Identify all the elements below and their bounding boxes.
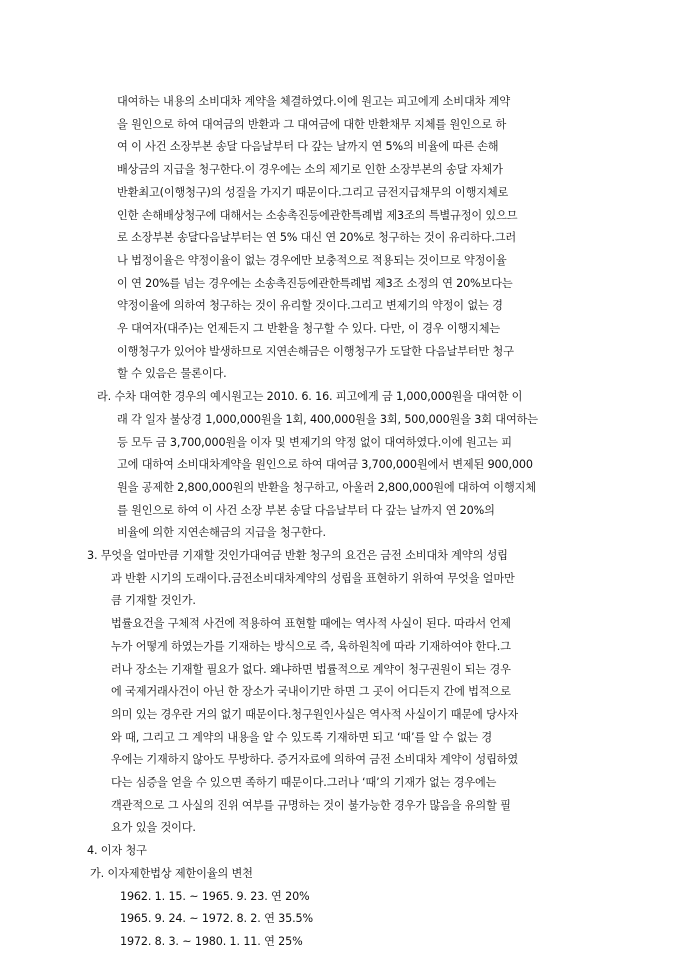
section-ga-heading: 가. 이자제한법상 제한이율의 변천: [90, 866, 253, 880]
rate-period-line: 1962. 1. 15. ~ 1965. 9. 23. 연 20%: [120, 889, 310, 903]
paragraph-line: 와 때, 그리고 그 계약의 내용을 알 수 있도록 기재하면 되고 ‘때’를 알 수 없는 경: [111, 730, 493, 744]
paragraph-line: 비율에 의한 지연손해금의 지급을 청구한다.: [117, 526, 326, 540]
paragraph-line: 우 대여자(대주)는 언제든지 그 반환을 청구할 수 있다. 다만, 이 경우 이행지체는: [117, 322, 501, 335]
section-4-heading: 4. 이자 청구: [87, 844, 147, 858]
paragraph-line: 를 원인으로 하여 이 사건 소장 부본 송달 다음날부터 다 갚는 날까지 연 20%의: [117, 503, 495, 517]
paragraph-line: 큼 기재할 것인가.: [111, 594, 196, 608]
paragraph-line: 과 반환 시기의 도래이다.금전소비대차계약의 성립을 표현하기 위하여 무엇을 얼마만: [111, 571, 515, 585]
paragraph-line: 법률요건을 구체적 사건에 적용하여 표현할 때에는 역사적 사실이 된다. 따라서 언제: [111, 617, 511, 631]
paragraph-line: 할 수 있음은 물론이다.: [117, 367, 227, 381]
paragraph-line: 의미 있는 경우란 거의 없기 때문이다.청구원인사실은 역사적 사실이기 때문에 당사자: [111, 707, 519, 721]
paragraph-line: 원을 공제한 2,800,000원의 반환을 청구하고, 아울러 2,800,000원에 대하여 이행지체: [117, 480, 536, 494]
paragraph-line: 이행청구가 있어야 발생하므로 지연손해금은 이행청구가 도달한 다음날부터만 청구: [117, 344, 514, 358]
section-3-heading: 3. 무엇을 얼마만큼 기재할 것인가대여금 반환 청구의 요건은 금전 소비대차 계약의 성립: [87, 549, 508, 562]
paragraph-line: 에 국제거래사건이 아닌 한 장소가 국내이기만 하면 그 곳이 어디든지 간에 법적으로: [111, 685, 511, 699]
paragraph-line: 약정이율에 의하여 청구하는 것이 유리할 것이다.그리고 변제기의 약정이 없는 경: [117, 299, 503, 313]
paragraph-line: 배상금의 지급을 청구한다.이 경우에는 소의 제기로 인한 소장부본의 송달 자체가: [117, 163, 503, 177]
paragraph-line: 을 원인으로 하여 대여금의 반환과 그 대여금에 대한 반환채무 지체를 원인으로 하: [117, 117, 507, 131]
paragraph-line: 이 연 20%를 넘는 경우에는 소송촉진등에관한특례법 제3조 소정의 연 20%보다는: [117, 276, 513, 290]
paragraph-line: 우에는 기재하지 않아도 무방하다. 증거자료에 의하여 금전 소비대차 계약이 성립하였: [111, 753, 519, 767]
section-ra-heading: 라. 수차 대여한 경우의 예시원고는 2010. 6. 16. 피고에게 금 1,000,000원을 대여한 이: [97, 390, 523, 404]
paragraph-line: 누가 어떻게 하였는가를 기재하는 방식으로 즉, 육하원칙에 따라 기재하여야 한다.그: [111, 639, 511, 653]
paragraph-line: 여 이 사건 소장부본 송달 다음날부터 다 갚는 날까지 연 5%의 비율에 따른 손해: [117, 140, 499, 154]
paragraph-line: 나 법정이율은 약정이율이 없는 경우에만 보충적으로 적용되는 것이므로 약정이율: [117, 253, 507, 267]
rate-period-line: 1965. 9. 24. ~ 1972. 8. 2. 연 35.5%: [120, 912, 313, 926]
paragraph-line: 러나 장소는 기재할 필요가 없다. 왜냐하면 법률적으로 계약이 청구권원이 되는 경우: [111, 662, 511, 676]
paragraph-line: 고에 대하여 소비대차계약을 원인으로 하여 대여금 3,700,000원에서 변제된 900,000: [117, 458, 533, 472]
paragraph-line: 객관적으로 그 사실의 진위 여부를 규명하는 것이 불가능한 경우가 많음을 유의할 필: [111, 798, 511, 812]
paragraph-line: 요가 있을 것이다.: [111, 821, 196, 835]
paragraph-line: 래 각 일자 불상경 1,000,000원을 1회, 400,000원을 3회, 500,000원을 3회 대여하는: [117, 412, 538, 426]
paragraph-line: 반환최고(이행청구)의 성질을 가지기 때문이다.그리고 금전지급채무의 이행지체로: [117, 185, 509, 199]
paragraph-line: 등 모두 금 3,700,000원을 이자 및 변제기의 약정 없이 대여하였다.이에 원고는 피: [117, 435, 512, 449]
paragraph-line: 로 소장부본 송달다음날부터는 연 5% 대신 연 20%로 청구하는 것이 유리하다.그러: [117, 231, 517, 245]
paragraph-line: 인한 손해배상청구에 대해서는 소송촉진등에관한특례법 제3조의 특별규정이 있으므: [117, 208, 518, 222]
paragraph-line: 다는 심증을 얻을 수 있으면 족하기 때문이다.그러나 ‘때’의 기재가 없는 경우에는: [111, 776, 497, 789]
paragraph-line: 대여하는 내용의 소비대차 계약을 체결하였다.이에 원고는 피고에게 소비대차 계약: [117, 95, 510, 108]
rate-period-line: 1972. 8. 3. ~ 1980. 1. 11. 연 25%: [120, 934, 303, 948]
